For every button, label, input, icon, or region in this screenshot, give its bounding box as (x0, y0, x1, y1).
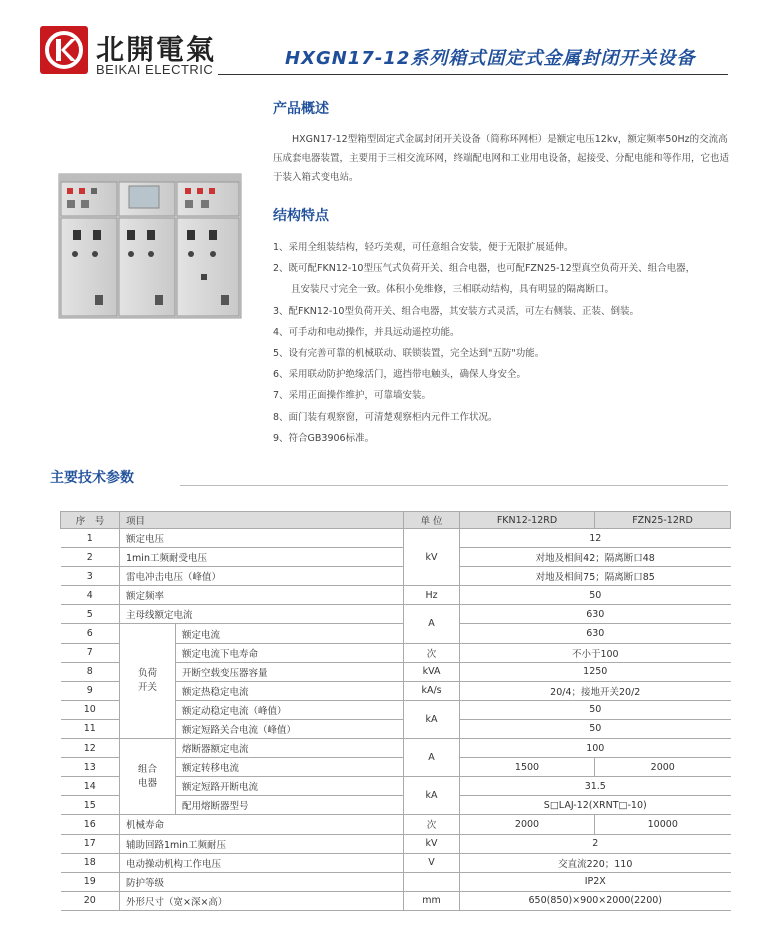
table-row (61, 605, 731, 624)
row-no: 1 (61, 529, 120, 548)
header-fkn: FKN12-12RD (460, 512, 595, 529)
switchgear-cabinet-image (55, 170, 245, 320)
feature-item: 2、既可配FKN12-10型压气式负荷开关、组合电器，也可配FZN25-12型真空负荷开关、组合电器， (273, 263, 696, 275)
brand-name-en: BEIKAI ELECTRIC (96, 62, 214, 77)
row-value: S□LAJ-12(XRNT□-10) (460, 796, 731, 815)
row-item: 机械寿命 (120, 815, 404, 834)
row-value: 630 (460, 605, 731, 624)
row-value: 650(850)×900×2000(2200) (460, 891, 731, 910)
table-row (61, 624, 731, 643)
structure-title: 结构特点 (273, 208, 329, 224)
header-divider (218, 74, 728, 75)
feature-list (273, 237, 743, 449)
spec-table (60, 511, 731, 911)
row-unit: A (404, 739, 460, 777)
row-unit: 次 (404, 815, 460, 834)
row-value: 12 (460, 529, 731, 548)
row-value: 50 (460, 700, 731, 719)
row-item: 外形尺寸（宽×深×高） (120, 891, 404, 910)
row-unit: kA/s (404, 681, 460, 700)
table-row (61, 853, 731, 872)
row-value: 50 (460, 586, 731, 605)
table-row (61, 529, 731, 548)
specs-title: 主要技术参数 (50, 470, 134, 486)
row-no: 5 (61, 605, 120, 624)
row-item: 额定电流下电寿命 (176, 643, 404, 662)
row-unit: kA (404, 700, 460, 738)
table-row (61, 739, 731, 758)
row-value-fzn: 2000 (595, 758, 731, 777)
table-row (61, 891, 731, 910)
row-unit: Hz (404, 586, 460, 605)
feature-item: 3、配FKN12-10型负荷开关、组合电器，其安装方式灵活，可左右侧装、正装、倒装。 (273, 305, 639, 317)
row-no: 6 (61, 624, 120, 643)
row-no: 16 (61, 815, 120, 834)
header-fzn: FZN25-12RD (595, 512, 731, 529)
row-value-fkn: 1500 (460, 758, 595, 777)
feature-item: 4、可手动和电动操作，并具远动遥控功能。 (273, 326, 460, 338)
row-item: 额定频率 (120, 586, 404, 605)
row-no: 18 (61, 853, 120, 872)
row-item: 主母线额定电流 (120, 605, 404, 624)
row-no: 14 (61, 777, 120, 796)
row-value: 交直流220；110 (460, 853, 731, 872)
header-unit: 单 位 (404, 512, 460, 529)
row-value: 100 (460, 739, 731, 758)
row-value: 20/4；接地开关20/2 (460, 681, 731, 700)
row-item: 辅助回路1min工频耐压 (120, 834, 404, 853)
table-row (61, 815, 731, 834)
row-item: 额定短路开断电流 (176, 777, 404, 796)
group-combo: 组合 电器 (120, 739, 176, 815)
row-item: 电动操动机构工作电压 (120, 853, 404, 872)
row-unit: kV (404, 529, 460, 586)
row-value: 2 (460, 834, 731, 853)
header-item: 项目 (120, 512, 404, 529)
row-value-fkn: 2000 (460, 815, 595, 834)
feature-item: 9、符合GB3906标准。 (273, 432, 375, 444)
table-row (61, 872, 731, 891)
feature-item: 且安装尺寸完全一致。体积小免维修，三相联动结构，具有明显的隔离断口。 (291, 284, 615, 296)
row-unit (404, 872, 460, 891)
row-item: 额定电流 (176, 624, 404, 643)
feature-item: 7、采用正面操作维护，可靠墙安装。 (273, 390, 432, 402)
overview-text: HXGN17-12型箱型固定式金属封闭开关设备（简称环网柜）是额定电压12kv，额定频率50Hz的交流高压成套电器装置，主要用于三相交流环网，终端配电网和工业用电设备，起接受、分配电能和等作用，它也适于装入箱式变电站。 (273, 134, 730, 183)
row-no: 2 (61, 548, 120, 567)
row-item: 熔断器额定电流 (176, 739, 404, 758)
page-header (0, 0, 765, 90)
row-item: 配用熔断器型号 (176, 796, 404, 815)
row-item: 额定热稳定电流 (176, 681, 404, 700)
row-value: 50 (460, 719, 731, 738)
row-unit: 次 (404, 643, 460, 662)
row-no: 17 (61, 834, 120, 853)
row-value: 1250 (460, 662, 731, 681)
row-no: 15 (61, 796, 120, 815)
brand-name-cn: 北開電氣 (96, 33, 217, 66)
feature-item: 5、设有完善可靠的机械联动、联锁装置，完全达到"五防"功能。 (273, 348, 545, 360)
row-unit: kA (404, 777, 460, 815)
row-value: 对地及相间42；隔离断口48 (460, 548, 731, 567)
row-no: 10 (61, 700, 120, 719)
row-no: 7 (61, 643, 120, 662)
table-row (61, 586, 731, 605)
row-item: 防护等级 (120, 872, 404, 891)
row-no: 11 (61, 719, 120, 738)
table-row (61, 567, 731, 586)
feature-item: 1、采用全组装结构，轻巧美观，可任意组合安装，便于无限扩展延伸。 (273, 242, 574, 253)
row-unit: mm (404, 891, 460, 910)
row-no: 9 (61, 681, 120, 700)
row-unit: A (404, 605, 460, 643)
row-value-fzn: 10000 (595, 815, 731, 834)
row-unit: V (404, 853, 460, 872)
row-value: 对地及相间75；隔离断口85 (460, 567, 731, 586)
row-no: 4 (61, 586, 120, 605)
row-item: 开断空载变压器容量 (176, 662, 404, 681)
row-item: 额定电压 (120, 529, 404, 548)
document-title: HXGN17-12系列箱式固定式金属封闭开关设备 (285, 48, 696, 69)
table-row (61, 548, 731, 567)
table-row (61, 834, 731, 853)
row-no: 20 (61, 891, 120, 910)
row-no: 12 (61, 739, 120, 758)
header-no: 序 号 (61, 512, 120, 529)
feature-item: 8、面门装有观察窗，可清楚观察柜内元件工作状况。 (273, 411, 498, 423)
beikai-logo-icon (40, 26, 88, 74)
row-unit: kVA (404, 662, 460, 681)
row-no: 8 (61, 662, 120, 681)
specs-divider (180, 485, 728, 486)
table-header-row (61, 512, 731, 529)
row-item: 1min工频耐受电压 (120, 548, 404, 567)
row-item: 雷电冲击电压（峰值） (120, 567, 404, 586)
feature-item: 6、采用联动防护绝缘活门，遮挡带电触头，确保人身安全。 (273, 369, 527, 381)
row-item: 额定短路关合电流（峰值） (176, 719, 404, 738)
row-unit: kV (404, 834, 460, 853)
group-load-switch: 负荷 开关 (120, 624, 176, 739)
row-item: 额定动稳定电流（峰值） (176, 700, 404, 719)
row-no: 19 (61, 872, 120, 891)
overview-title: 产品概述 (273, 101, 329, 117)
row-no: 3 (61, 567, 120, 586)
row-value: 31.5 (460, 777, 731, 796)
row-value: 630 (460, 624, 731, 643)
row-value: 不小于100 (460, 643, 731, 662)
row-value: IP2X (460, 872, 731, 891)
row-item: 额定转移电流 (176, 758, 404, 777)
row-no: 13 (61, 758, 120, 777)
